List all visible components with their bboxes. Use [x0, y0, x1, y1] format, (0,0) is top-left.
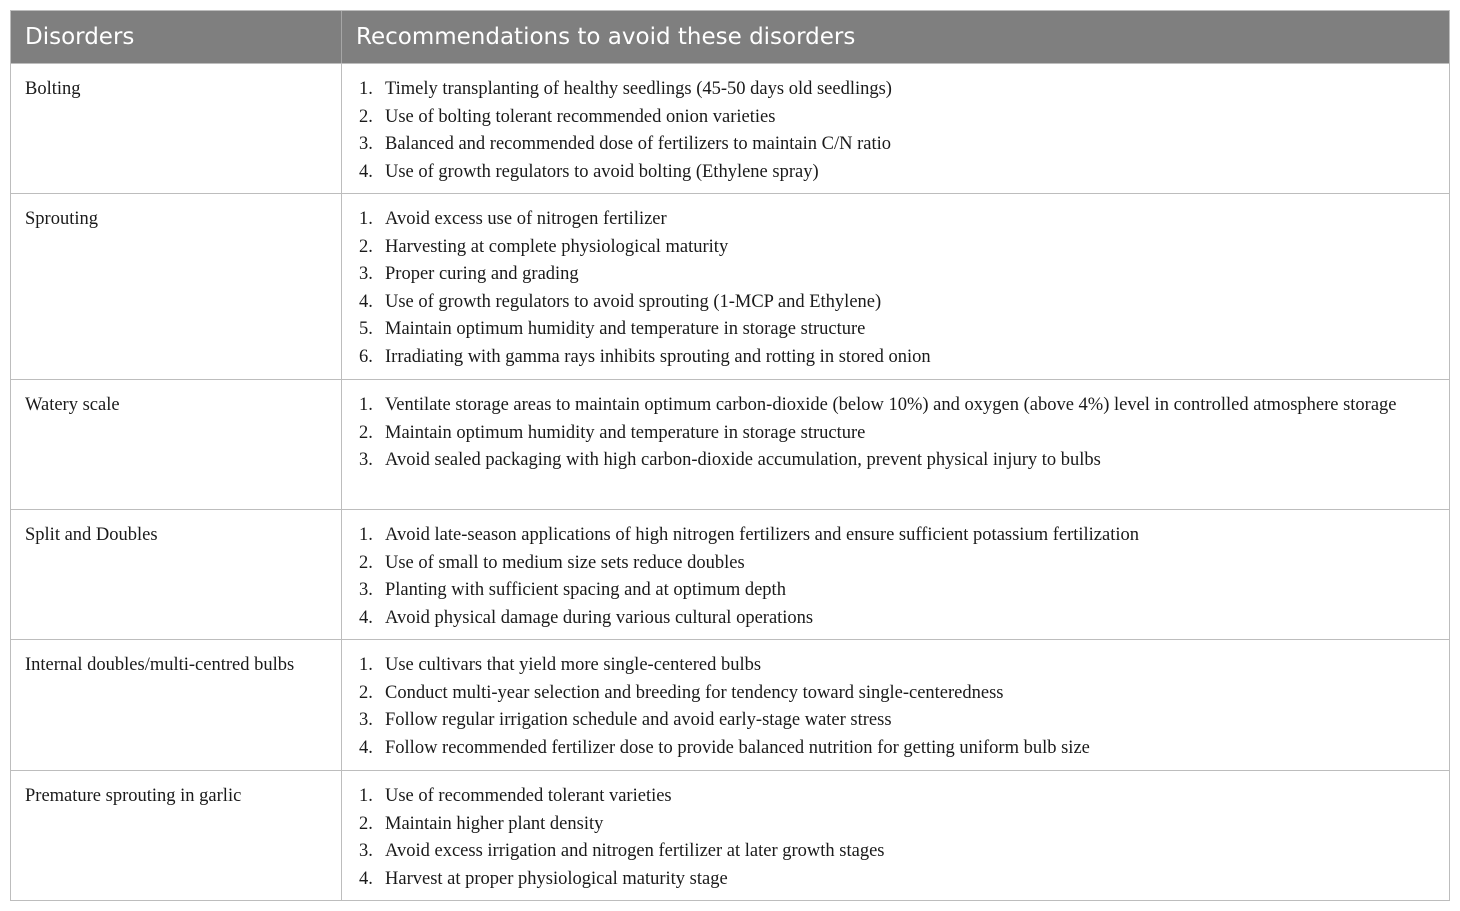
recommendation-list [359, 783, 1435, 893]
recommendation-text: Conduct multi-year selection and breeding for tendency toward single-centeredness [385, 682, 1004, 703]
recommendations-cell [341, 380, 1449, 509]
recommendation-text: Use of growth regulators to avoid bolting (Ethylene spray) [385, 161, 819, 182]
recommendation-item [359, 605, 1435, 633]
recommendation-item [359, 206, 1435, 234]
recommendation-number: 3. [359, 710, 373, 730]
recommendation-text: Follow recommended fertilizer dose to provide balanced nutrition for getting uniform bulb size [385, 737, 1090, 758]
recommendation-text: Avoid physical damage during various cultural operations [385, 607, 814, 628]
recommendation-text: Avoid late-season applications of high nitrogen fertilizers and ensure sufficient potassium fertilization [385, 525, 1140, 545]
recommendation-number: 2. [359, 682, 373, 703]
recommendation-number: 4. [359, 161, 373, 182]
recommendation-text: Planting with sufficient spacing and at optimum depth [385, 580, 786, 600]
recommendation-item [359, 261, 1435, 289]
recommendations-cell [341, 510, 1449, 639]
recommendation-number: 2. [359, 106, 373, 127]
recommendations-cell [341, 771, 1449, 900]
disorder-cell: Split and Doubles [25, 525, 158, 545]
recommendation-text: Maintain optimum humidity and temperature in storage structure [385, 319, 866, 339]
table-row [11, 639, 1449, 770]
recommendation-text: Use of bolting tolerant recommended onion varieties [385, 106, 776, 127]
recommendation-item [359, 447, 1435, 475]
recommendation-item [359, 76, 1435, 104]
recommendation-item [359, 652, 1435, 680]
table-body [11, 63, 1449, 900]
disorders-table [10, 10, 1450, 901]
recommendation-number: 2. [359, 552, 373, 573]
recommendation-item [359, 680, 1435, 708]
recommendation-item [359, 131, 1435, 159]
table-row [11, 193, 1449, 379]
recommendation-list [359, 76, 1435, 186]
recommendation-number: 2. [359, 236, 373, 257]
recommendation-text: Harvest at proper physiological maturity stage [385, 868, 728, 889]
recommendation-number: 3. [359, 264, 373, 284]
recommendation-text: Use of small to medium size sets reduce doubles [385, 552, 745, 573]
recommendation-item [359, 344, 1435, 372]
recommendation-number: 4. [359, 607, 373, 628]
recommendation-number: 2. [359, 422, 373, 443]
recommendation-item [359, 392, 1435, 420]
recommendation-text: Ventilate storage areas to maintain optimum carbon-dioxide (below 10%) and oxygen (above 4%) level in controlled atmosphere storage [385, 395, 1397, 415]
recommendation-number: 3. [359, 134, 373, 154]
header-disorders: Disorders [25, 24, 135, 50]
header-recommendations: Recommendations to avoid these disorders [341, 11, 1449, 63]
recommendation-number: 1. [359, 655, 373, 675]
recommendation-text: Follow regular irrigation schedule and avoid early-stage water stress [385, 710, 892, 730]
recommendation-item [359, 550, 1435, 578]
disorder-cell: Bolting [25, 79, 81, 99]
recommendation-text: Avoid sealed packaging with high carbon-dioxide accumulation, prevent physical injury to bulbs [385, 450, 1101, 470]
recommendation-number: 4. [359, 291, 373, 312]
recommendation-number: 1. [359, 395, 373, 415]
recommendation-text: Harvesting at complete physiological maturity [385, 236, 729, 257]
recommendations-cell [341, 64, 1449, 193]
disorder-cell: Internal doubles/multi-centred bulbs [25, 655, 295, 675]
recommendation-item [359, 866, 1435, 894]
recommendation-item [359, 707, 1435, 735]
recommendation-list [359, 522, 1435, 632]
recommendation-text: Irradiating with gamma rays inhibits sprouting and rotting in stored onion [385, 346, 931, 367]
table-row [11, 770, 1449, 900]
recommendation-text: Avoid excess irrigation and nitrogen fertilizer at later growth stages [385, 841, 885, 861]
recommendation-item [359, 522, 1435, 550]
recommendation-number: 1. [359, 786, 373, 806]
disorder-cell: Premature sprouting in garlic [25, 786, 242, 806]
recommendation-number: 4. [359, 868, 373, 889]
recommendation-number: 5. [359, 319, 373, 339]
recommendation-item [359, 811, 1435, 839]
recommendation-item [359, 234, 1435, 262]
recommendation-number: 1. [359, 209, 373, 229]
recommendation-item [359, 577, 1435, 605]
recommendation-number: 3. [359, 450, 373, 470]
recommendation-item [359, 104, 1435, 132]
recommendation-item [359, 735, 1435, 763]
recommendation-number: 6. [359, 346, 373, 367]
recommendation-item [359, 838, 1435, 866]
recommendation-list [359, 652, 1435, 762]
disorder-cell: Sprouting [25, 209, 98, 229]
recommendation-text: Maintain higher plant density [385, 813, 604, 834]
recommendation-item [359, 783, 1435, 811]
recommendations-cell [341, 640, 1449, 770]
table-row [11, 63, 1449, 193]
table-row [11, 379, 1449, 509]
recommendation-text: Balanced and recommended dose of fertilizers to maintain C/N ratio [385, 134, 892, 154]
recommendation-item [359, 316, 1435, 344]
recommendation-number: 3. [359, 841, 373, 861]
recommendation-list [359, 392, 1435, 475]
recommendation-text: Use of recommended tolerant varieties [385, 786, 672, 806]
recommendation-number: 2. [359, 813, 373, 834]
disorder-cell: Watery scale [25, 395, 120, 415]
recommendation-text: Avoid excess use of nitrogen fertilizer [385, 209, 667, 229]
table-header-row [11, 11, 1449, 63]
recommendation-item [359, 289, 1435, 317]
recommendation-number: 1. [359, 79, 373, 99]
recommendation-item [359, 159, 1435, 187]
recommendation-number: 4. [359, 737, 373, 758]
recommendation-number: 3. [359, 580, 373, 600]
recommendation-number: 1. [359, 525, 373, 545]
recommendation-text: Use cultivars that yield more single-centered bulbs [385, 655, 762, 675]
recommendation-item [359, 420, 1435, 448]
recommendation-text: Proper curing and grading [385, 264, 579, 284]
recommendation-text: Timely transplanting of healthy seedlings (45-50 days old seedlings) [385, 79, 892, 99]
recommendation-text: Use of growth regulators to avoid sprouting (1-MCP and Ethylene) [385, 291, 882, 312]
table-row [11, 509, 1449, 639]
recommendation-text: Maintain optimum humidity and temperature in storage structure [385, 422, 866, 443]
recommendation-list [359, 206, 1435, 371]
recommendations-cell [341, 194, 1449, 379]
